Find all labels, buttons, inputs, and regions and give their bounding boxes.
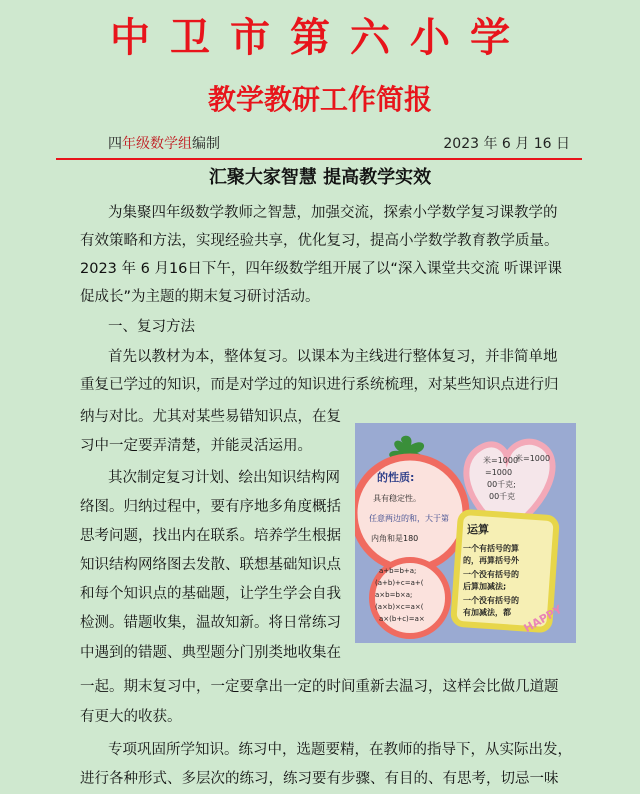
card-title: 的性质: bbox=[377, 471, 415, 484]
math-notes-illustration bbox=[355, 423, 576, 643]
paragraph-line: 其次制定复习计划、绘出知识结构网 bbox=[108, 470, 340, 486]
issue-date: 2023 年 6 月 16 日 bbox=[443, 136, 570, 152]
paragraph-line: 一起。期末复习中，一定要拿出一定的时间重新去温习，这样会比做几道题 bbox=[80, 679, 559, 695]
paragraph-line: 2023 年 6 月16日下午，四年级数学组开展了以“深入课堂共交流 听课评课 bbox=[80, 261, 563, 277]
paragraph-line: 有效策略和方法，实现经验共享，优化复习，提高小学数学教育教学质量。 bbox=[80, 233, 559, 249]
paragraph-line: 专项巩固所学知识。练习中，选题要精，在教师的指导下，从实际出发， bbox=[108, 742, 572, 758]
happy-sticker: HAPPY bbox=[521, 602, 565, 636]
paragraph-line: 促成长”为主题的期末复习研讨活动。 bbox=[80, 289, 320, 305]
card-line: a+b=b+a; bbox=[379, 567, 417, 575]
paragraph-line: 为集聚四年级数学教师之智慧，加强交流，探索小学数学复习课教学的 bbox=[108, 205, 558, 221]
card-line: 内角和是180 bbox=[371, 534, 419, 543]
paragraph-line: 重复已学过的知识，而是对学过的知识进行系统梳理，对某些知识点进行归 bbox=[80, 377, 559, 393]
header-divider bbox=[56, 158, 582, 160]
editor-group: 年级数学组 bbox=[122, 136, 192, 152]
card-line: 一个没有括号的 bbox=[463, 596, 519, 605]
round-card bbox=[372, 560, 448, 636]
card-line: 任意两边的和，大于第 bbox=[369, 514, 449, 523]
card-line: 后算加减法; bbox=[463, 582, 507, 591]
article-headline: 汇聚大家智慧 提高教学实效 bbox=[208, 167, 432, 188]
card-line: a×(b+c)=a× bbox=[379, 615, 425, 623]
heart-line: 00千克 bbox=[489, 492, 516, 501]
paragraph-line: 知识结构网络图去发散、联想基础知识点 bbox=[80, 557, 341, 573]
editor-line bbox=[108, 134, 220, 154]
paragraph-line: 纳与对比。尤其对某些易错知识点，在复 bbox=[80, 409, 341, 425]
heart-line: 00千克; bbox=[487, 480, 516, 489]
paragraph-line: 络图。归纳过程中，要有序地多角度概括 bbox=[80, 499, 341, 515]
section-heading: 一、复习方法 bbox=[108, 319, 195, 335]
card-line: (a×b)×c=a×( bbox=[375, 603, 424, 611]
card-line: (a+b)+c=a+( bbox=[375, 579, 424, 587]
card-line: 一个没有括号的 bbox=[463, 570, 519, 579]
card-line: 具有稳定性。 bbox=[373, 494, 421, 503]
heart-line: =1000 bbox=[485, 468, 513, 477]
paragraph-line: 进行各种形式、多层次的练习，练习要有步骤、有目的、有思考，切忌一味 bbox=[80, 771, 559, 787]
bulletin-title: 教学教研工作简报 bbox=[207, 83, 432, 116]
paragraph-line: 首先以教材为本，整体复习。以课本为主线进行整体复习，并非简单地 bbox=[108, 349, 558, 365]
card-line: a×b=b×a; bbox=[375, 591, 413, 599]
paragraph-line: 习中一定要弄清楚，并能灵活运用。 bbox=[80, 438, 312, 454]
card-title: 运算 bbox=[467, 523, 489, 536]
school-title: 中卫市第六小学 bbox=[110, 14, 530, 61]
card-line: 有加减法，都 bbox=[463, 608, 511, 617]
paragraph-line: 中遇到的错题、典型题分门别类地收集在 bbox=[80, 645, 341, 661]
paragraph-line: 思考问题，找出内在联系。培养学生根据 bbox=[80, 528, 341, 544]
paragraph-line: 检测。错题收集，温故知新。将日常练习 bbox=[80, 615, 341, 631]
paragraph-line: 有更大的收获。 bbox=[80, 709, 182, 725]
editor-suffix: 编制 bbox=[192, 136, 220, 152]
paragraph-line: 和每个知识点的基础题，让学生学会自我 bbox=[80, 586, 341, 602]
heart-line: 米=1000 bbox=[515, 454, 551, 463]
editor-prefix: 四 bbox=[108, 136, 122, 152]
heart-line: 米=1000 bbox=[483, 456, 519, 465]
card-line: 的，再算括号外 bbox=[463, 556, 519, 565]
card-line: 一个有括号的算 bbox=[463, 544, 519, 553]
